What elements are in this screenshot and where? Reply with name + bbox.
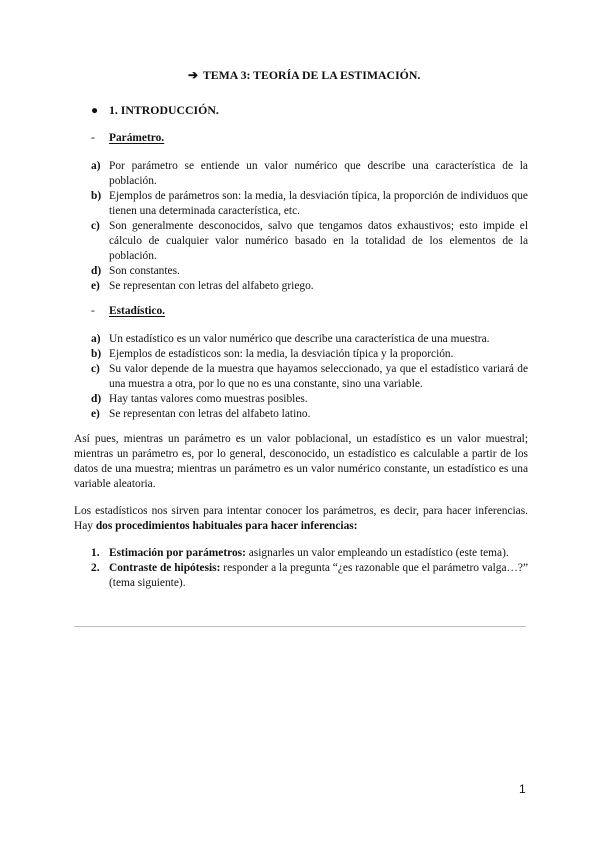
list-item (91, 546, 528, 561)
list-item (91, 189, 528, 219)
list-item-text: Un estadístico es un valor numérico que describe una característica de una muestra. (109, 333, 490, 345)
section-heading (91, 103, 219, 118)
title-text: TEMA 3: TEORÍA DE LA ESTIMACIÓN. (202, 68, 421, 82)
list-item-text: Se representan con letras del alfabeto latino. (109, 408, 311, 420)
list-marker: a) (91, 333, 101, 345)
list-item-text: Su valor depende de la muestra que hayamos seleccionado, ya que el estadístico variará de una muestra a otra, por lo que no es una constante, sino una variable. (109, 363, 528, 390)
list-marker: e) (91, 408, 100, 420)
list-marker: a) (91, 160, 101, 172)
list-marker: d) (91, 265, 102, 277)
list-item-text: Por parámetro se entiende un valor numérico que describe una característica de la población. (109, 160, 528, 187)
dash-marker: - (91, 305, 95, 317)
list-item (91, 264, 528, 279)
dash-marker: - (91, 132, 95, 144)
list-item (91, 219, 528, 264)
estadistico-list (91, 332, 528, 422)
list-item-text (109, 546, 528, 561)
section-heading-text: 1. INTRODUCCIÓN. (109, 103, 219, 117)
procedure-description: asignarles un valor empleando un estadístico (este tema). (245, 547, 509, 559)
list-item (91, 347, 528, 362)
list-item-text: Se representan con letras del alfabeto griego. (109, 280, 314, 292)
estadistico-heading-text: Estadístico. (109, 305, 166, 317)
list-item-text: Son constantes. (109, 265, 180, 277)
procedure-name: Estimación por parámetros: (109, 547, 246, 559)
list-item (91, 279, 528, 294)
list-marker: 1. (91, 547, 100, 559)
inference-paragraph (74, 504, 528, 534)
list-item (91, 561, 528, 591)
page-number: 1 (519, 782, 526, 796)
summary-paragraph: Así pues, mientras un parámetro es un valor poblacional, un estadístico es un valor muestral; mientras un parámetro es, por lo general, desconocido, un estadístico es calculable a partir de los datos de una muestra; mientras un parámetro es un valor numérico constante, un estadístico es una variable aleatoria. (74, 433, 528, 490)
parametro-heading (91, 131, 164, 146)
inference-paragraph-text: Los estadísticos nos sirven para intentar conocer los parámetros, es decir, para hacer inferencias. Hay (74, 505, 528, 532)
list-item-text: Son generalmente desconocidos, salvo que tengamos datos exhaustivos; esto impide el cálculo de cualquier valor numérico basado en la totalidad de los elementos de la población. (109, 220, 528, 262)
list-item (91, 392, 528, 407)
list-item (91, 332, 528, 347)
bullet-icon: ● (91, 103, 99, 117)
list-marker: b) (91, 190, 102, 202)
estadistico-heading (91, 304, 165, 319)
procedure-description: responder a la pregunta “¿es razonable que el parámetro valga…?” (tema siguiente). (109, 562, 529, 589)
list-item (91, 159, 528, 189)
list-marker: d) (91, 393, 102, 405)
horizontal-divider (74, 626, 526, 627)
procedure-name: Contraste de hipótesis: (109, 562, 221, 574)
list-item (91, 407, 528, 422)
arrow-icon: ➔ (188, 68, 198, 82)
list-marker: e) (91, 280, 100, 292)
parametro-heading-text: Parámetro. (109, 132, 165, 144)
list-item-text (109, 561, 528, 591)
procedures-list (91, 546, 528, 591)
list-marker: b) (91, 348, 102, 360)
list-item-text: Hay tantas valores como muestras posibles. (109, 393, 308, 405)
list-item-text: Ejemplos de parámetros son: la media, la desviación típica, la proporción de individuos que tienen una determinada característica, etc. (109, 190, 528, 217)
parametro-list (91, 159, 528, 294)
list-item-text: Ejemplos de estadísticos son: la media, la desviación típica y la proporción. (109, 348, 454, 360)
list-marker: c) (91, 363, 100, 375)
inference-paragraph-bold: dos procedimientos habituales para hacer inferencias: (95, 520, 358, 532)
list-marker: 2. (91, 562, 100, 574)
list-item (91, 362, 528, 392)
list-marker: c) (91, 220, 100, 232)
document-title (188, 68, 420, 83)
